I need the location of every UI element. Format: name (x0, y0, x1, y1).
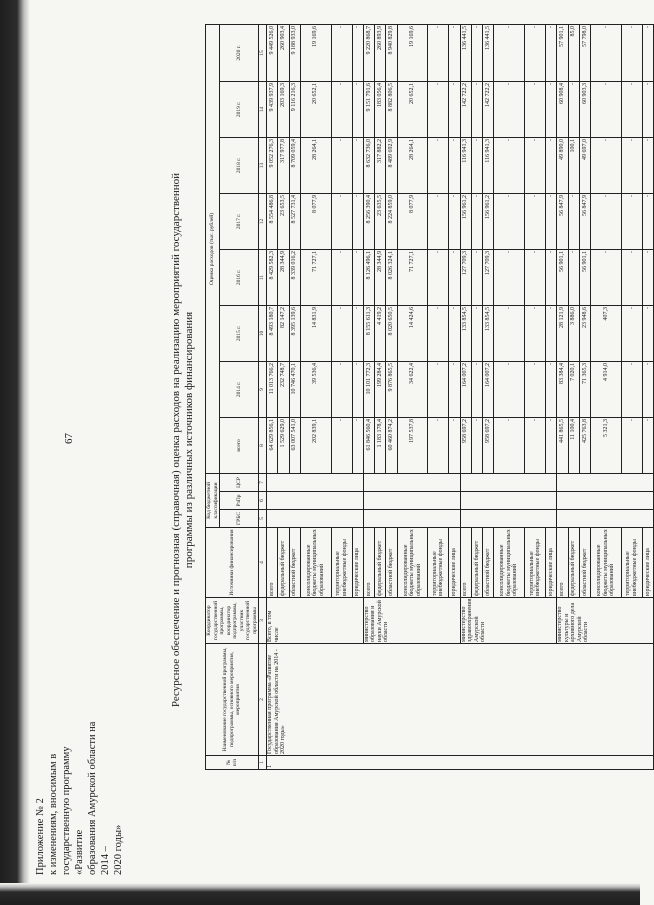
header-year-2015: 2015 г. (220, 305, 259, 361)
year-value-cell: 127 709,3 (483, 249, 494, 305)
year-value-cell: 9 449 526,0 (267, 24, 278, 81)
source-cell: территориальные внебюджетные фонды (428, 528, 449, 598)
year-value-cell: 57 798,0 (579, 24, 590, 81)
total-value-cell: - (642, 417, 653, 473)
source-cell: юридические лица (642, 528, 653, 598)
year-value-cell: - (331, 193, 352, 249)
year-value-cell: - (621, 249, 642, 305)
resource-table-wrap (205, 25, 651, 770)
year-value-cell: - (568, 249, 579, 305)
year-value-cell: - (449, 137, 460, 193)
resource-table (205, 24, 654, 770)
year-value-cell: 23 948,6 (579, 305, 590, 361)
coordinator-cell: министерство образования и науки Амурской области (363, 598, 460, 644)
year-value-cell: - (449, 193, 460, 249)
year-value-cell: 49 697,0 (579, 137, 590, 193)
year-value-cell: - (428, 361, 449, 417)
total-value-cell: 958 697,2 (483, 417, 494, 473)
year-value-cell: - (352, 81, 363, 137)
header-year-2016: 2016 г. (220, 249, 259, 305)
index-cell: 5 (259, 510, 267, 528)
header-rzpr: РзПр (220, 492, 259, 510)
year-value-cell: 8 493 180,7 (267, 305, 278, 361)
year-value-cell: 9 439 937,9 (267, 81, 278, 137)
year-value-cell: 39 536,4 (300, 361, 331, 417)
year-value-cell: 60 903,3 (579, 81, 590, 137)
appendix-line-5: 2020 годы» (113, 824, 124, 875)
year-value-cell: 156 961,2 (460, 193, 471, 249)
year-value-cell: 156 961,2 (483, 193, 494, 249)
year-value-cell: - (621, 81, 642, 137)
year-value-cell: 71 365,3 (579, 361, 590, 417)
year-value-cell: - (352, 305, 363, 361)
source-cell: областной бюджет (579, 528, 590, 598)
year-value-cell: 8 709 059,4 (289, 137, 300, 193)
total-value-cell: - (621, 417, 642, 473)
source-cell: федеральный бюджет (568, 528, 579, 598)
year-value-cell: - (546, 193, 557, 249)
year-value-cell: - (352, 137, 363, 193)
total-value-cell: 197 537,8 (397, 417, 428, 473)
year-value-cell: 34 622,4 (397, 361, 428, 417)
year-value-cell: - (568, 193, 579, 249)
year-value-cell: 28 344,9 (375, 249, 386, 305)
source-cell: юридические лица (546, 528, 557, 598)
year-value-cell: - (642, 249, 653, 305)
coordinator-cell: Всего, в том числе (267, 598, 364, 644)
year-value-cell: - (331, 137, 352, 193)
coordinator-cell: министерство здравоохранения Амурской области (460, 598, 557, 644)
year-value-cell: - (642, 361, 653, 417)
year-value-cell: 8 020 650,5 (386, 305, 397, 361)
index-cell: 8 (259, 417, 267, 473)
year-value-cell: - (621, 305, 642, 361)
year-value-cell: 28 121,9 (557, 305, 568, 361)
table-body (267, 24, 654, 769)
header-no: № п/п (206, 756, 259, 770)
budget-code-cell (267, 473, 364, 491)
total-value-cell: - (546, 417, 557, 473)
index-cell: 7 (259, 473, 267, 491)
total-value-cell: - (352, 417, 363, 473)
source-cell: федеральный бюджет (278, 528, 289, 598)
year-value-cell: - (331, 305, 352, 361)
year-value-cell: 3 886,0 (568, 305, 579, 361)
index-cell: 13 (259, 137, 267, 193)
year-value-cell: 56 847,9 (557, 193, 568, 249)
year-value-cell: 127 709,3 (460, 249, 471, 305)
year-value-cell: - (525, 249, 546, 305)
year-value-cell: 8 256 390,4 (363, 193, 374, 249)
year-value-cell: 232 748,7 (278, 361, 289, 417)
header-year-2014: 2014 г. (220, 361, 259, 417)
budget-code-cell (363, 492, 460, 510)
year-value-cell: - (331, 81, 352, 137)
year-value-cell: - (546, 305, 557, 361)
budget-code-cell (363, 510, 460, 528)
total-value-cell: 60 460 874,2 (386, 417, 397, 473)
year-value-cell: 14 424,6 (397, 305, 428, 361)
year-value-cell: 164 007,2 (483, 361, 494, 417)
year-value-cell: - (331, 24, 352, 81)
index-cell: 12 (259, 193, 267, 249)
year-value-cell: 28 264,1 (397, 137, 428, 193)
year-value-cell: 56 901,1 (557, 249, 568, 305)
year-value-cell: 317 882,2 (375, 137, 386, 193)
source-cell: консолидированные бюджеты муниципальных образований (591, 528, 622, 598)
year-value-cell: 8 339 016,2 (289, 249, 300, 305)
year-value-cell: - (471, 24, 482, 81)
year-value-cell: 10 101 772,3 (363, 361, 374, 417)
year-value-cell: - (449, 305, 460, 361)
column-index-row (259, 24, 267, 769)
year-value-cell: - (591, 137, 622, 193)
year-value-cell: 260 903,4 (278, 24, 289, 81)
year-value-cell: - (525, 305, 546, 361)
year-value-cell: 183 056,4 (375, 81, 386, 137)
header-total: всего (220, 417, 259, 473)
source-cell: консолидированные бюджеты муниципальных образований (300, 528, 331, 598)
year-value-cell: - (471, 137, 482, 193)
total-value-cell: 11 100,4 (568, 417, 579, 473)
year-value-cell: - (525, 81, 546, 137)
year-value-cell: - (352, 24, 363, 81)
year-value-cell: 9 188 933,0 (289, 24, 300, 81)
index-cell: 10 (259, 305, 267, 361)
year-value-cell: 20 652,1 (397, 81, 428, 137)
year-value-cell: - (471, 249, 482, 305)
source-cell: всего (460, 528, 471, 598)
year-value-cell: 199 284,4 (375, 361, 386, 417)
year-value-cell: 9 116 216,3 (289, 81, 300, 137)
year-value-cell: - (546, 249, 557, 305)
year-value-cell: - (494, 137, 525, 193)
year-value-cell: - (494, 193, 525, 249)
year-value-cell: 8 554 486,8 (267, 193, 278, 249)
year-value-cell: 136 441,5 (483, 24, 494, 81)
total-value-cell: 425 763,8 (579, 417, 590, 473)
budget-code-cell (557, 492, 654, 510)
year-value-cell: 9 151 791,6 (363, 81, 374, 137)
year-value-cell: 20 652,1 (300, 81, 331, 137)
year-value-cell: - (494, 24, 525, 81)
budget-code-cell (557, 510, 654, 528)
source-cell: всего (267, 528, 278, 598)
header-costs: Оценка расходов (тыс. рублей) (206, 24, 220, 473)
year-value-cell: 60 908,4 (557, 81, 568, 137)
year-value-cell: 19 169,6 (300, 24, 331, 81)
source-cell: федеральный бюджет (375, 528, 386, 598)
year-value-cell: 142 722,2 (460, 81, 471, 137)
header-coordinator: Координатор государственной программы, координатор подпрограммы, участник государственной программы (206, 598, 259, 644)
year-value-cell: 14 831,9 (300, 305, 331, 361)
year-value-cell: - (546, 81, 557, 137)
header-year-2018: 2018 г. (220, 137, 259, 193)
year-value-cell: 142 722,2 (483, 81, 494, 137)
year-value-cell: - (494, 305, 525, 361)
year-value-cell: 116 941,3 (460, 137, 471, 193)
year-value-cell: 56 901,1 (579, 249, 590, 305)
year-value-cell: 8 527 731,4 (289, 193, 300, 249)
year-value-cell: 71 727,1 (397, 249, 428, 305)
year-value-cell: - (449, 361, 460, 417)
year-value-cell: 9 052 276,3 (267, 137, 278, 193)
header-source: Источники финансирования (206, 528, 259, 598)
total-value-cell: - (428, 417, 449, 473)
total-value-cell: 1 529 629,0 (278, 417, 289, 473)
document-title: Ресурсное обеспечение и прогнозная (справочная) оценка расходов на реализацию мероприятий государственной программы из различных источников финансирования (170, 172, 195, 708)
year-value-cell: 19 169,6 (397, 24, 428, 81)
source-cell: территориальные внебюджетные фонды (331, 528, 352, 598)
budget-code-cell (363, 473, 460, 491)
year-value-cell: 10 746 470,1 (289, 361, 300, 417)
year-value-cell: - (621, 361, 642, 417)
source-cell: областной бюджет (289, 528, 300, 598)
table-header-row-1 (206, 24, 220, 769)
year-value-cell: - (494, 249, 525, 305)
source-cell: юридические лица (352, 528, 363, 598)
year-value-cell: - (546, 137, 557, 193)
year-value-cell: - (471, 81, 482, 137)
year-value-cell: 83 384,4 (557, 361, 568, 417)
table-row (267, 24, 278, 769)
total-value-cell: 63 007 541,0 (289, 417, 300, 473)
year-value-cell: 71 727,1 (300, 249, 331, 305)
year-value-cell: 4 914,0 (591, 361, 622, 417)
year-value-cell: 82 147,2 (278, 305, 289, 361)
year-value-cell: - (591, 193, 622, 249)
year-value-cell: 8 077,9 (300, 193, 331, 249)
year-value-cell: 8 489 692,9 (386, 137, 397, 193)
total-value-cell: - (494, 417, 525, 473)
year-value-cell: 49 890,0 (557, 137, 568, 193)
year-value-cell: - (591, 81, 622, 137)
year-value-cell: - (428, 24, 449, 81)
year-value-cell: - (568, 81, 579, 137)
index-cell: 9 (259, 361, 267, 417)
year-value-cell: - (494, 361, 525, 417)
source-cell: всего (557, 528, 568, 598)
year-value-cell: - (621, 24, 642, 81)
total-value-cell: - (449, 417, 460, 473)
index-cell: 11 (259, 249, 267, 305)
year-value-cell: - (449, 24, 460, 81)
index-cell: 1 (259, 756, 267, 770)
year-value-cell: 8 155 611,3 (363, 305, 374, 361)
appendix-line-1: Приложение № 2 (35, 798, 46, 875)
year-value-cell: 8 126 496,1 (363, 249, 374, 305)
total-value-cell: 958 697,2 (460, 417, 471, 473)
year-value-cell: 116 941,3 (483, 137, 494, 193)
year-value-cell: 11 013 766,2 (267, 361, 278, 417)
year-value-cell: 9 220 868,7 (363, 24, 374, 81)
year-value-cell: - (331, 249, 352, 305)
year-value-cell: - (546, 24, 557, 81)
year-value-cell: 407,3 (591, 305, 622, 361)
year-value-cell: - (591, 249, 622, 305)
year-value-cell: 100,1 (568, 137, 579, 193)
total-value-cell: - (525, 417, 546, 473)
year-value-cell: - (591, 24, 622, 81)
total-value-cell: - (331, 417, 352, 473)
year-value-cell: - (642, 137, 653, 193)
source-cell: консолидированные бюджеты муниципальных образований (397, 528, 428, 598)
year-value-cell: 317 977,8 (278, 137, 289, 193)
year-value-cell: - (621, 137, 642, 193)
year-value-cell: - (471, 361, 482, 417)
appendix-line-4: образования Амурской области на 2014 – (87, 721, 111, 875)
year-value-cell: 57 901,1 (557, 24, 568, 81)
total-value-cell: 64 629 856,1 (267, 417, 278, 473)
year-value-cell: - (642, 81, 653, 137)
year-value-cell: - (352, 249, 363, 305)
year-value-cell: - (525, 137, 546, 193)
budget-code-cell (267, 492, 364, 510)
year-value-cell: - (428, 81, 449, 137)
year-value-cell: 8 429 582,3 (267, 249, 278, 305)
header-name: Наименование государственной программы, подпрограммы, основного мероприятия, мероприятия (206, 644, 259, 756)
source-cell: всего (363, 528, 374, 598)
header-csr: ЦСР (220, 473, 259, 491)
year-value-cell: 8 395 139,6 (289, 305, 300, 361)
total-value-cell: - (471, 417, 482, 473)
program-number: 1 (267, 756, 654, 770)
year-value-cell: 8 077,9 (397, 193, 428, 249)
year-value-cell: - (642, 305, 653, 361)
header-budget-code: Код бюджетной классификации (206, 473, 220, 527)
year-value-cell: 8 632 736,0 (363, 137, 374, 193)
year-value-cell: 8 882 806,5 (386, 81, 397, 137)
year-value-cell: - (471, 305, 482, 361)
source-cell: областной бюджет (386, 528, 397, 598)
year-value-cell: 85,0 (568, 24, 579, 81)
total-value-cell: 5 321,3 (591, 417, 622, 473)
source-cell: областной бюджет (483, 528, 494, 598)
year-value-cell: - (642, 193, 653, 249)
year-value-cell: 8 224 859,0 (386, 193, 397, 249)
year-value-cell: 260 893,9 (375, 24, 386, 81)
year-value-cell: 56 847,9 (579, 193, 590, 249)
year-value-cell: 7 020,1 (568, 361, 579, 417)
source-cell: юридические лица (449, 528, 460, 598)
total-value-cell: 441 865,5 (557, 417, 568, 473)
index-cell: 14 (259, 81, 267, 137)
year-value-cell: - (428, 305, 449, 361)
header-grbs: ГРБС (220, 510, 259, 528)
year-value-cell: - (428, 137, 449, 193)
source-cell: федеральный бюджет (471, 528, 482, 598)
year-value-cell: - (494, 81, 525, 137)
source-cell: территориальные внебюджетные фонды (525, 528, 546, 598)
year-value-cell: - (525, 24, 546, 81)
budget-code-cell (557, 473, 654, 491)
budget-code-cell (460, 510, 557, 528)
year-value-cell: 9 876 865,5 (386, 361, 397, 417)
index-cell: 4 (259, 528, 267, 598)
source-cell: территориальные внебюджетные фонды (621, 528, 642, 598)
header-year-2020: 2020 г. (220, 24, 259, 81)
year-value-cell: - (352, 361, 363, 417)
year-value-cell: 133 854,5 (483, 305, 494, 361)
year-value-cell: 28 344,9 (278, 249, 289, 305)
year-value-cell: 28 264,1 (300, 137, 331, 193)
year-value-cell: 23 653,5 (278, 193, 289, 249)
source-cell: консолидированные бюджеты муниципальных образований (494, 528, 525, 598)
total-value-cell: 1 183 178,4 (375, 417, 386, 473)
appendix-line-2: к изменениям, вносимым в (48, 753, 59, 875)
program-name: Государственная программа «Развитие образования Амурской области на 2014 - 2020 годы» (267, 644, 654, 756)
year-value-cell: - (546, 361, 557, 417)
year-value-cell: 8 026 324,1 (386, 249, 397, 305)
year-value-cell: - (525, 361, 546, 417)
year-value-cell: - (449, 81, 460, 137)
coordinator-cell: министерство культуры и архивного дела Амурской области (557, 598, 654, 644)
index-cell: 6 (259, 492, 267, 510)
budget-code-cell (267, 510, 364, 528)
year-value-cell: - (621, 193, 642, 249)
year-value-cell: 4 419,2 (375, 305, 386, 361)
year-value-cell: 133 854,5 (460, 305, 471, 361)
year-value-cell: - (428, 193, 449, 249)
appendix-note (34, 705, 125, 875)
total-value-cell: 202 839,1 (300, 417, 331, 473)
index-cell: 15 (259, 24, 267, 81)
year-value-cell: - (352, 193, 363, 249)
year-value-cell: - (471, 193, 482, 249)
year-value-cell: - (449, 249, 460, 305)
index-cell: 2 (259, 644, 267, 756)
year-value-cell: - (428, 249, 449, 305)
header-year-2017: 2017 г. (220, 193, 259, 249)
appendix-line-3: государственную программу «Развитие (61, 746, 85, 875)
year-value-cell: 136 441,5 (460, 24, 471, 81)
year-value-cell: - (642, 24, 653, 81)
page-number: 67 (63, 433, 75, 444)
year-value-cell: - (525, 193, 546, 249)
year-value-cell: 23 635,5 (375, 193, 386, 249)
budget-code-cell (460, 492, 557, 510)
total-value-cell: 61 846 560,4 (363, 417, 374, 473)
year-value-cell: - (331, 361, 352, 417)
year-value-cell: 164 007,2 (460, 361, 471, 417)
budget-code-cell (460, 473, 557, 491)
year-value-cell: 8 940 829,8 (386, 24, 397, 81)
index-cell: 3 (259, 598, 267, 644)
year-value-cell: 203 169,3 (278, 81, 289, 137)
header-year-2019: 2019 г. (220, 81, 259, 137)
